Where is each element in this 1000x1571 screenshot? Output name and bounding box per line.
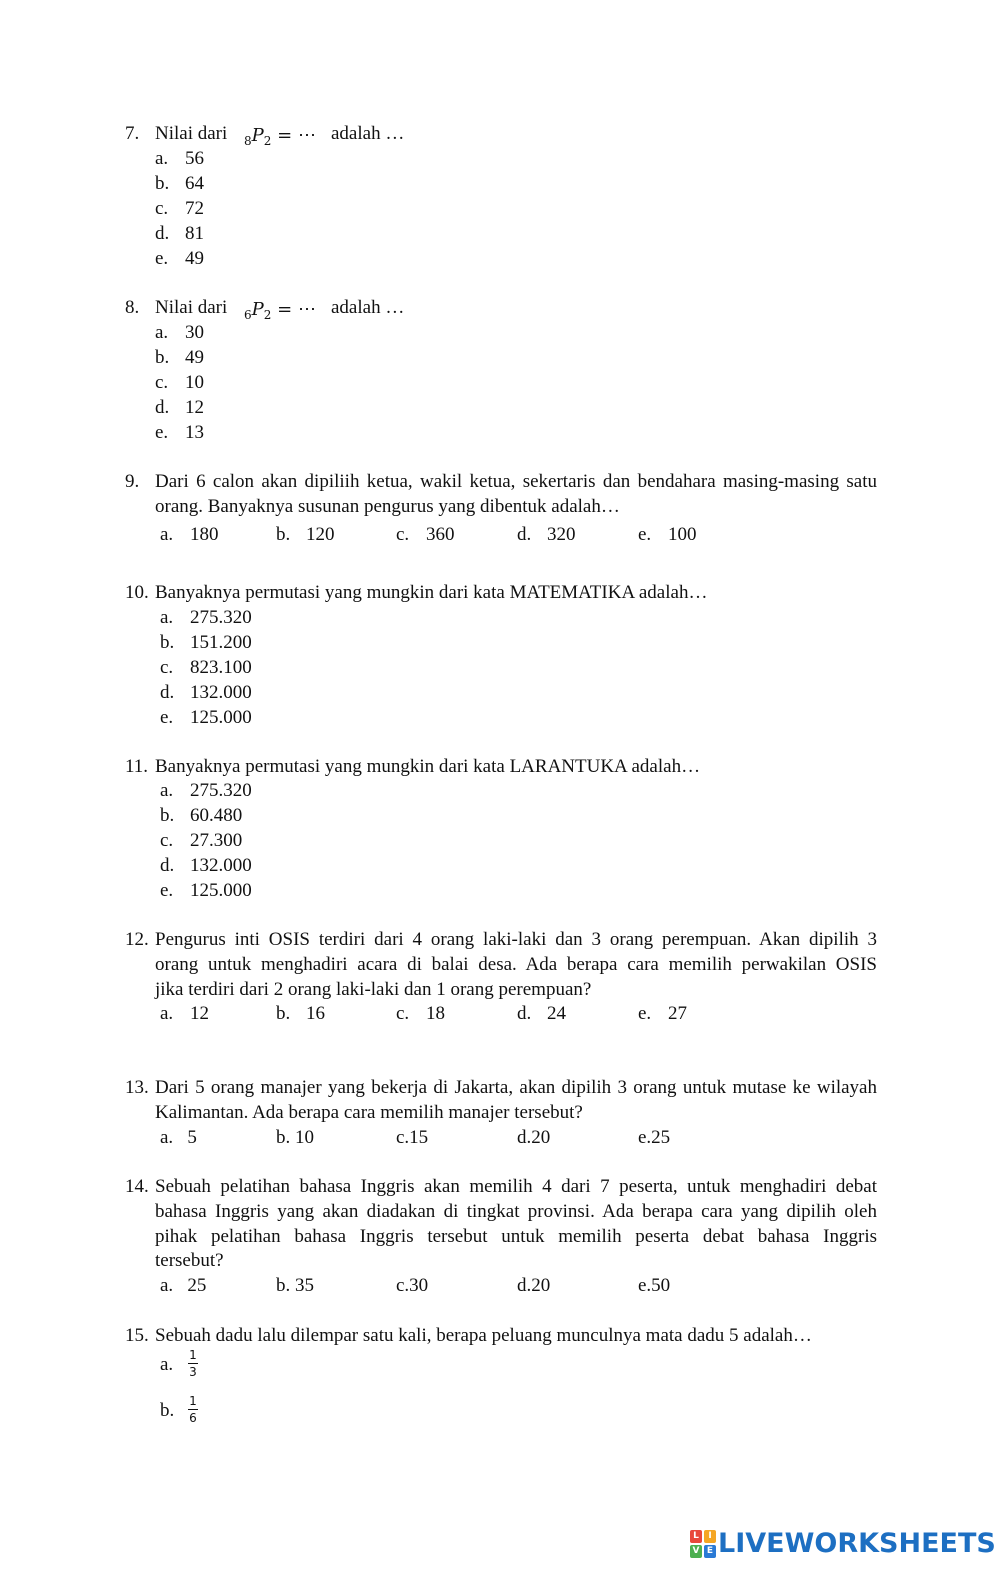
option-text: 27	[668, 1003, 687, 1024]
option-text: 132.000	[190, 855, 252, 876]
permutation-expression: $_8P_2$ = ⋯	[244, 125, 316, 148]
option-text: 120	[306, 524, 335, 545]
question-text: Nilai dari	[155, 297, 228, 318]
option-item: e.25	[638, 1127, 671, 1148]
option-item: b. 35	[276, 1275, 314, 1296]
option-letter: d.	[517, 1003, 532, 1024]
question-number: 14.	[125, 1176, 149, 1197]
option-text: 72	[185, 198, 204, 219]
liveworksheets-logo	[690, 1528, 996, 1559]
option-item: c.30	[396, 1275, 429, 1296]
fraction-option	[188, 1348, 198, 1379]
question-text-line: bahasa Inggris yang akan diadakan di tingkat provinsi. Ada berapa cara yang dipilih oleh	[155, 1201, 877, 1222]
option-letter: a.	[155, 148, 169, 169]
option-letter: e.	[155, 248, 169, 269]
option-text: 125.000	[190, 707, 252, 728]
option-text: 24	[547, 1003, 566, 1024]
option-text: 100	[668, 524, 697, 545]
question-number: 7.	[125, 123, 140, 144]
option-letter: c.	[160, 657, 174, 678]
question-text-line: orang untuk menghadiri acara di balai desa. Ada berapa cara memilih perwakilan OSIS	[155, 954, 877, 975]
option-letter: b.	[155, 347, 170, 368]
option-letter: e.	[155, 422, 169, 443]
question-number: 9.	[125, 471, 140, 492]
option-text: 320	[547, 524, 576, 545]
option-letter: e.	[638, 524, 652, 545]
option-letter: a.	[160, 607, 174, 628]
fraction-numerator: 1	[189, 1348, 197, 1362]
question-number: 11.	[125, 756, 149, 777]
question-text: Banyaknya permutasi yang mungkin dari kata LARANTUKA adalah…	[155, 756, 701, 777]
option-letter: b.	[276, 1003, 291, 1024]
option-letter: d.	[160, 682, 175, 703]
option-letter: b.	[160, 632, 175, 653]
option-letter: e.	[160, 880, 174, 901]
option-letter: d.	[160, 855, 175, 876]
fraction-option	[188, 1394, 198, 1425]
option-letter: b.	[160, 805, 175, 826]
option-text: 823.100	[190, 657, 252, 678]
option-item: e.50	[638, 1275, 671, 1296]
logo-text: LIVEWORKSHEETS	[718, 1528, 996, 1559]
question-text-suffix: adalah …	[331, 297, 405, 318]
option-letter: c.	[155, 198, 169, 219]
option-letter: c.	[396, 524, 410, 545]
option-text: 12	[190, 1003, 209, 1024]
question-text-line: pihak pelatihan bahasa Inggris tersebut untuk memilih peserta debat bahasa Inggris	[155, 1226, 877, 1247]
option-letter: a.	[155, 322, 169, 343]
question-text: Sebuah dadu lalu dilempar satu kali, berapa peluang munculnya mata dadu 5 adalah…	[155, 1325, 812, 1346]
option-text: 30	[185, 322, 204, 343]
option-text: 132.000	[190, 682, 252, 703]
question-number: 13.	[125, 1077, 149, 1098]
question-number: 10.	[125, 582, 149, 603]
question-number: 15.	[125, 1325, 149, 1346]
question-text-line: tersebut?	[155, 1250, 224, 1271]
question-text-line: Pengurus inti OSIS terdiri dari 4 orang laki-laki dan 3 orang perempuan. Akan dipilih 3	[155, 929, 877, 950]
option-text: 125.000	[190, 880, 252, 901]
option-text: 360	[426, 524, 455, 545]
option-text: 151.200	[190, 632, 252, 653]
logo-mark-icon: L I V E	[690, 1530, 716, 1558]
question-text-line: Dari 6 calon akan dipiliih ketua, wakil ketua, sekertaris dan bendahara masing-masing satu	[155, 471, 877, 492]
fraction-denominator: 3	[189, 1365, 197, 1379]
option-letter: b.	[155, 173, 170, 194]
question-text-line: Kalimantan. Ada berapa cara memilih manajer tersebut?	[155, 1102, 583, 1123]
option-text: 27.300	[190, 830, 243, 851]
option-text: 81	[185, 223, 204, 244]
option-text: 49	[185, 248, 204, 269]
option-text: 49	[185, 347, 204, 368]
option-text: 10	[185, 372, 204, 393]
option-letter: c.	[396, 1003, 410, 1024]
option-item: d.20	[517, 1275, 551, 1296]
option-letter: a.	[160, 1354, 174, 1375]
option-text: 13	[185, 422, 204, 443]
option-text: 275.320	[190, 607, 252, 628]
option-text: 12	[185, 397, 204, 418]
option-item: a. 25	[160, 1275, 207, 1296]
fraction-denominator: 6	[189, 1411, 197, 1425]
option-item: a. 5	[160, 1127, 197, 1148]
question-text-line: orang. Banyaknya susunan pengurus yang dibentuk adalah…	[155, 496, 620, 517]
option-text: 56	[185, 148, 204, 169]
option-letter: d.	[155, 223, 170, 244]
option-letter: b.	[276, 524, 291, 545]
option-letter: d.	[155, 397, 170, 418]
option-text: 180	[190, 524, 219, 545]
fraction-numerator: 1	[189, 1394, 197, 1408]
option-item: b. 10	[276, 1127, 314, 1148]
option-letter: c.	[155, 372, 169, 393]
option-letter: e.	[638, 1003, 652, 1024]
question-text-line: Sebuah pelatihan bahasa Inggris akan memilih 4 dari 7 peserta, untuk menghadiri debat	[155, 1176, 877, 1197]
option-item: c.15	[396, 1127, 429, 1148]
option-text: 16	[306, 1003, 325, 1024]
option-letter: c.	[160, 830, 174, 851]
option-letter: a.	[160, 1003, 174, 1024]
question-number: 8.	[125, 297, 140, 318]
question-text: Nilai dari	[155, 123, 228, 144]
option-text: 275.320	[190, 780, 252, 801]
option-letter: d.	[517, 524, 532, 545]
option-text: 60.480	[190, 805, 243, 826]
option-text: 64	[185, 173, 204, 194]
option-letter: e.	[160, 707, 174, 728]
question-text-line: Dari 5 orang manajer yang bekerja di Jakarta, akan dipilih 3 orang untuk mutase ke wilayah	[155, 1077, 877, 1098]
option-letter: a.	[160, 780, 174, 801]
option-letter: a.	[160, 524, 174, 545]
question-text-suffix: adalah …	[331, 123, 405, 144]
option-letter: b.	[160, 1400, 175, 1421]
option-text: 18	[426, 1003, 445, 1024]
permutation-expression: $_6P_2$ = ⋯	[244, 299, 316, 322]
question-text-line: jika terdiri dari 2 orang laki-laki dan 1 orang perempuan?	[155, 979, 592, 1000]
question-text: Banyaknya permutasi yang mungkin dari kata MATEMATIKA adalah…	[155, 582, 708, 603]
question-number: 12.	[125, 929, 149, 950]
option-item: d.20	[517, 1127, 551, 1148]
